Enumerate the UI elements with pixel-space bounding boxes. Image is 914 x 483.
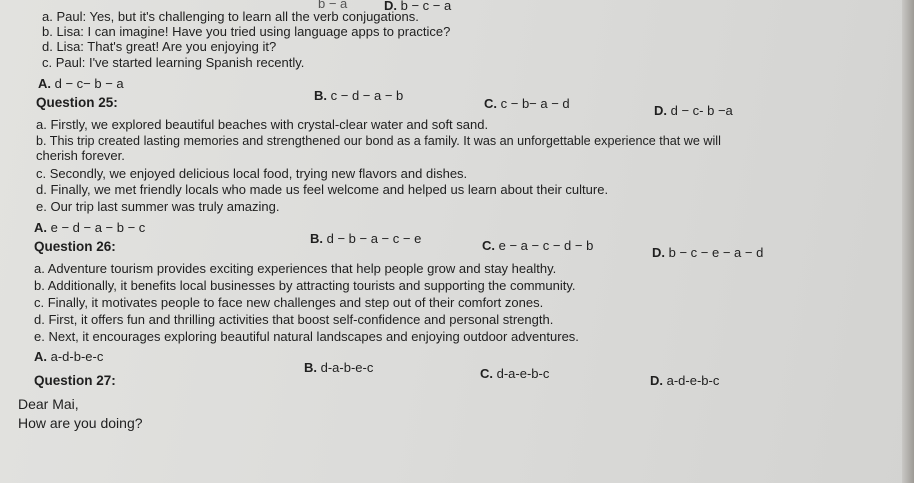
q24-line-c: c. Paul: I've started learning Spanish recently. — [42, 55, 305, 70]
q26-option-a — [34, 350, 103, 364]
cropped-top-text: b − a — [318, 0, 348, 11]
q24-option-c — [484, 97, 570, 111]
option-label: D. — [654, 103, 667, 118]
option-label: A. — [34, 220, 47, 235]
q25-option-d — [652, 246, 763, 260]
q25-option-c — [482, 239, 593, 253]
q26-option-d — [650, 374, 719, 388]
option-label: B. — [310, 231, 323, 246]
option-value: b − c − a — [400, 0, 452, 13]
option-value: a-d-b-e-c — [50, 349, 104, 364]
q26-line-d: d. First, it offers fun and thrilling activities that boost self-confidence and personal strength. — [34, 312, 554, 327]
option-value: d − c- b −a — [670, 103, 733, 118]
option-value: d-a-b-e-c — [320, 360, 374, 375]
option-value: a-d-e-b-c — [666, 373, 720, 388]
option-label: D. — [384, 0, 397, 13]
option-value: c − b− a − d — [500, 96, 570, 111]
q26-title: Question 26: — [34, 239, 116, 254]
option-label: C. — [484, 96, 497, 111]
option-label: B. — [304, 360, 317, 375]
option-label: A. — [38, 76, 51, 91]
q26-option-c — [480, 367, 549, 381]
q25-option-b — [310, 232, 421, 246]
option-value: d − c− b − a — [54, 76, 124, 91]
option-value: d-a-e-b-c — [496, 366, 550, 381]
option-label: A. — [34, 349, 47, 364]
q27-title: Question 27: — [34, 373, 116, 388]
option-label: C. — [482, 238, 495, 253]
q24-option-a — [38, 77, 124, 91]
q25-line-d: d. Finally, we met friendly locals who made us feel welcome and helped us learn about their culture. — [36, 182, 609, 197]
q24-option-b — [314, 89, 403, 103]
q24-line-b: b. Lisa: I can imagine! Have you tried using language apps to practice? — [42, 24, 451, 39]
q25-line-e: e. Our trip last summer was truly amazing. — [36, 199, 280, 214]
option-label: C. — [480, 366, 493, 381]
option-label: D. — [652, 245, 665, 260]
q27-greeting: Dear Mai, — [18, 396, 79, 412]
q24-line-a: a. Paul: Yes, but it's challenging to learn all the verb conjugations. — [42, 9, 419, 24]
q26-line-e: e. Next, it encourages exploring beautiful natural landscapes and enjoying outdoor adventures. — [34, 329, 579, 344]
option-value: b − c − e − a − d — [668, 245, 764, 260]
q26-line-a: a. Adventure tourism provides exciting experiences that help people grow and stay healthy. — [34, 261, 557, 276]
q25-line-b: b. This trip created lasting memories and strengthened our bond as a family. It was an unforgettable experience that we will — [36, 134, 721, 148]
option-value: e − a − c − d − b — [498, 238, 594, 253]
q26-line-b: b. Additionally, it benefits local businesses by attracting tourists and supporting the community. — [34, 278, 576, 293]
option-label: B. — [314, 88, 327, 103]
option-value: e − d − a − b − c — [50, 220, 146, 235]
q26-option-b — [304, 361, 373, 375]
paper-edge-shadow — [902, 0, 914, 483]
q24-line-d: d. Lisa: That's great! Are you enjoying it? — [42, 39, 277, 54]
option-label: D. — [650, 373, 663, 388]
q27-line: How are you doing? — [18, 415, 143, 431]
q25-line-c: c. Secondly, we enjoyed delicious local food, trying new flavors and dishes. — [36, 166, 468, 181]
q26-line-c: c. Finally, it motivates people to face new challenges and step out of their comfort zones. — [34, 295, 544, 310]
q24-option-d — [654, 104, 733, 118]
option-value: c − d − a − b — [330, 88, 404, 103]
q25-line-b-cont: cherish forever. — [36, 148, 125, 163]
q25-option-a — [34, 221, 145, 235]
q25-line-a: a. Firstly, we explored beautiful beaches with crystal-clear water and soft sand. — [36, 117, 489, 132]
q25-title: Question 25: — [36, 95, 118, 110]
option-value: d − b − a − c − e — [326, 231, 422, 246]
